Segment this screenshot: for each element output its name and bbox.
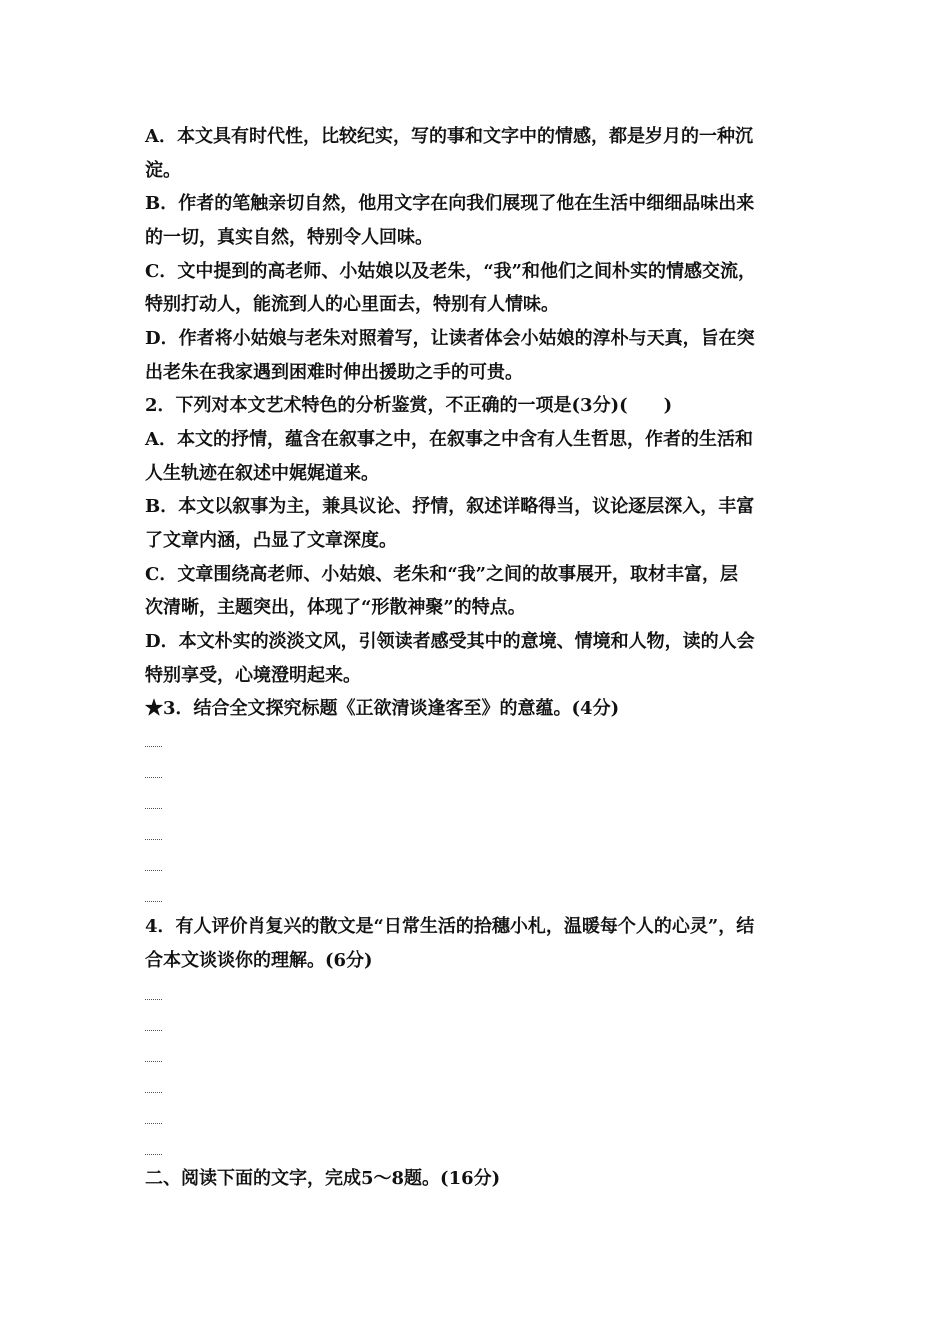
q3-answer-line[interactable] — [145, 806, 162, 809]
q3-answer-line[interactable] — [145, 868, 162, 871]
q3-stem: ★3．结合全文探究标题《正欲清谈逢客至》的意蕴。(4分) — [145, 698, 620, 719]
q2-option-a-line1: A．本文的抒情，蕴含在叙事之中，在叙事之中含有人生哲思，作者的生活和 — [145, 429, 753, 450]
q1-option-c-line1: C．文中提到的高老师、小姑娘以及老朱，“我”和他们之间朴实的情感交流， — [145, 261, 757, 282]
q2-stem: 2．下列对本文艺术特色的分析鉴赏，不正确的一项是(3分)( ) — [145, 395, 673, 416]
q3-answer-line[interactable] — [145, 837, 162, 840]
q3-answer-line[interactable] — [145, 744, 162, 747]
q1-option-d-line2: 出老朱在我家遇到困难时伸出援助之手的可贵。 — [145, 362, 523, 383]
q2-option-d-line2: 特别享受，心境澄明起来。 — [145, 665, 361, 686]
q2-option-b-line1: B．本文以叙事为主，兼具议论、抒情，叙述详略得当，议论逐层深入，丰富 — [145, 496, 755, 517]
q1-option-c-line2: 特别打动人，能流到人的心里面去，特别有人情味。 — [145, 294, 559, 315]
q4-answer-line[interactable] — [145, 1090, 162, 1093]
q1-option-a-line1: A．本文具有时代性，比较纪实，写的事和文字中的情感，都是岁月的一种沉 — [145, 126, 753, 147]
q4-stem-line2: 合本文谈谈你的理解。(6分) — [145, 950, 373, 971]
q1-option-a-line2: 淀。 — [145, 160, 181, 181]
q4-answer-line[interactable] — [145, 1028, 162, 1031]
q1-option-b-line2: 的一切，真实自然，特别令人回味。 — [145, 227, 433, 248]
q2-option-a-line2: 人生轨迹在叙述中娓娓道来。 — [145, 463, 379, 484]
q4-answer-line[interactable] — [145, 997, 162, 1000]
q2-option-c-line1: C．文章围绕高老师、小姑娘、老朱和“我”之间的故事展开，取材丰富，层 — [145, 564, 739, 585]
q2-option-c-line2: 次清晰，主题突出，体现了“形散神聚”的特点。 — [145, 597, 526, 618]
q1-option-d-line1: D．作者将小姑娘与老朱对照着写，让读者体会小姑娘的淳朴与天真，旨在突 — [145, 328, 755, 349]
q4-answer-line[interactable] — [145, 1059, 162, 1062]
q1-option-b-line1: B．作者的笔触亲切自然，他用文字在向我们展现了他在生活中细细品味出来 — [145, 193, 755, 214]
q4-stem-line1: 4．有人评价肖复兴的散文是“日常生活的拾穗小札，温暖每个人的心灵”，结 — [145, 916, 755, 937]
section-2-heading: 二、阅读下面的文字，完成5～8题。(16分) — [145, 1168, 501, 1189]
q4-answer-line[interactable] — [145, 1121, 162, 1124]
q2-option-d-line1: D．本文朴实的淡淡文风，引领读者感受其中的意境、情境和人物，读的人会 — [145, 631, 755, 652]
q3-answer-line[interactable] — [145, 775, 162, 778]
q2-option-b-line2: 了文章内涵，凸显了文章深度。 — [145, 530, 397, 551]
q3-answer-line[interactable] — [145, 899, 162, 902]
q4-answer-line[interactable] — [145, 1152, 162, 1155]
